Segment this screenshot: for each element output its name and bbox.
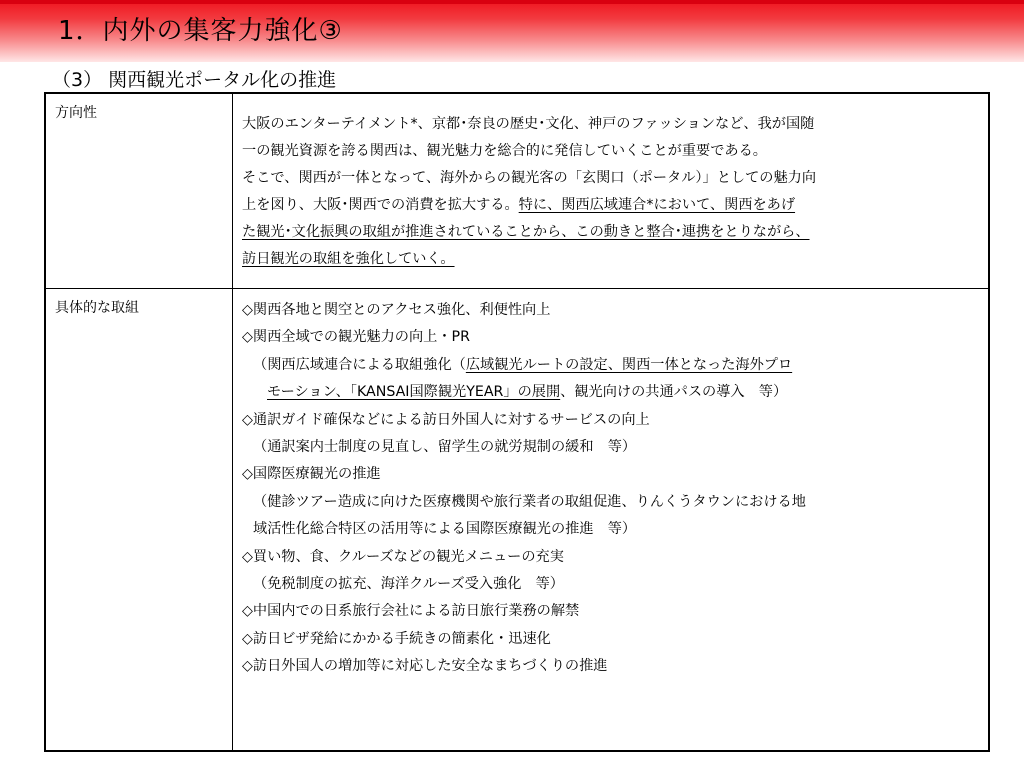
initiative-detail [242,379,980,406]
initiative-detail-part: 、観光向けの共通パスの導入 等） [560,384,788,401]
initiative-item: ◇訪日ビザ発給にかかる手続きの簡素化・迅速化 [242,630,551,647]
content-table [44,92,990,752]
initiative-detail [242,352,980,379]
direction-text [242,111,980,273]
column-divider [232,94,233,750]
initiative-detail-part: （関西広域連合による取組強化（ [253,356,466,373]
initiative-detail: （免税制度の拡充、海洋クルーズ受入強化 等） [253,576,564,593]
direction-line: そこで、関西が一体となって、海外からの観光客の「玄関口（ポータル）」としての魅力向 [242,170,817,186]
initiative-item: ◇国際医療観光の推進 [242,466,381,483]
initiative-detail: （通訳案内士制度の見直し、留学生の就労規制の緩和 等） [253,439,637,456]
initiative-item: ◇関西全域での観光魅力の向上・PR [242,329,470,346]
initiative-underlined-text: モーション、「KANSAI国際観光YEAR」の展開 [267,384,561,401]
section-title: （3） 関西観光ポータル化の推進 [52,69,337,91]
direction-underlined-line: 訪日観光の取組を強化していく。 [242,251,455,267]
row-divider [46,288,988,289]
initiatives-text [242,297,980,681]
direction-line-part: 上を図り、大阪･関西での消費を拡大する。 [242,197,519,213]
initiative-item: ◇訪日外国人の増加等に対応した安全なまちづくりの推進 [242,658,608,675]
initiative-item: ◇中国内での日系旅行会社による訪日旅行業務の解禁 [242,603,580,620]
initiative-item: ◇通訳ガイド確保などによる訪日外国人に対するサービスの向上 [242,411,650,428]
initiative-detail: （健診ツアー造成に向けた医療機関や旅行業者の取組促進、りんくうタウンにおける地 [253,493,806,510]
direction-line: 大阪のエンターテイメント*、京都･奈良の歴史･文化、神戸のファッションなど、我が国随 [242,116,815,132]
row-label-initiatives: 具体的な取組 [55,300,139,316]
initiative-detail: 域活性化総合特区の活用等による国際医療観光の推進 等） [253,521,637,538]
direction-underlined-line: た観光･文化振興の取組が推進されていることから、この動きと整合･連携をとりながら、 [242,224,810,240]
row-label-direction: 方向性 [55,105,97,121]
initiative-item: ◇関西各地と関空とのアクセス強化、利便性向上 [242,302,551,318]
direction-line [242,192,980,219]
direction-line: 一の観光資源を誇る関西は、観光魅力を総合的に発信していくことが重要である。 [242,143,767,159]
initiative-underlined-text: 広域観光ルートの設定、関西一体となった海外プロ [465,356,793,373]
initiative-item: ◇買い物、食、クルーズなどの観光メニューの充実 [242,548,564,565]
slide-title: 1．内外の集客力強化③ [58,16,343,46]
direction-underlined-text: 特に、関西広域連合*において、関西をあげ [518,197,796,213]
